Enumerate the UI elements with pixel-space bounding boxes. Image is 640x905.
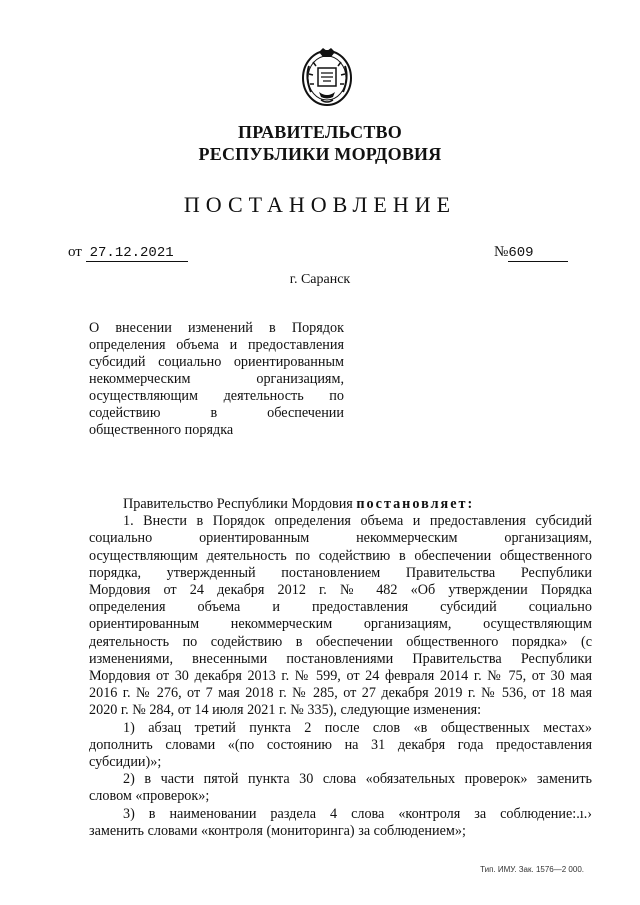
subject-block bbox=[89, 320, 344, 439]
body-line: словом «проверок»; bbox=[89, 788, 210, 805]
body-line: 1) абзац третий пункта 2 после слов «в общественных местах» bbox=[123, 719, 592, 736]
body-line: определения объема и предоставления субсидий социально bbox=[89, 599, 592, 616]
subject-line: осуществляющим деятельность по bbox=[89, 388, 344, 404]
intro-line bbox=[89, 496, 592, 513]
body-line: ориентированным некоммерческим организациям, осуществляющим bbox=[89, 616, 592, 633]
subject-line: некоммерческим организациям, bbox=[89, 371, 344, 387]
body-line: заменить словами «контроля (мониторинга) за соблюдением»; bbox=[89, 822, 466, 839]
body-line: осуществляющим деятельность по содействию в обеспечении общественного bbox=[89, 547, 592, 564]
body-line: дополнить словами «(по состоянию на 31 декабря года предоставления bbox=[89, 736, 592, 753]
number-field bbox=[494, 244, 568, 262]
government-title-line1: ПРАВИТЕЛЬСТВО bbox=[238, 122, 402, 142]
government-title-line2: РЕСПУБЛИКИ МОРДОВИЯ bbox=[198, 144, 442, 164]
date-field bbox=[68, 244, 188, 262]
body-line: 2016 г. № 276, от 7 мая 2018 г. № 285, от 27 декабря 2019 г. № 536, от 18 мая bbox=[89, 685, 592, 702]
number-value: 609 bbox=[508, 245, 568, 262]
subject-line: О внесении изменений в Порядок bbox=[89, 320, 344, 336]
resolves-word: постановляет: bbox=[356, 496, 475, 512]
intro-prefix: Правительство Республики Мордовия bbox=[123, 496, 357, 512]
body-line: порядка, утвержденный постановлением Правительства Республики bbox=[89, 564, 592, 581]
body-line: 1. Внести в Порядок определения объема и предоставления субсидий bbox=[123, 513, 592, 530]
body-line: Мордовия от 30 декабря 2013 г. № 599, от 24 февраля 2014 г. № 75, от 30 мая bbox=[89, 668, 592, 685]
body-line: деятельность по содействию в обеспечении общественного порядка» (с bbox=[89, 633, 592, 650]
print-imprint: Тип. ИМУ. Зак. 1576—2 000. bbox=[480, 865, 584, 874]
body-line: 3) в наименовании раздела 4 слова «контроля за соблюдение:.ı.› bbox=[123, 805, 592, 822]
city: г. Саранск bbox=[289, 272, 351, 287]
coat-of-arms-emblem bbox=[299, 44, 355, 110]
document-body bbox=[89, 496, 592, 840]
body-line: 2020 г. № 284, от 14 июля 2021 г. № 335), следующие изменения: bbox=[89, 702, 482, 719]
subject-line: субсидий социально ориентированным bbox=[89, 354, 344, 370]
number-prefix: № bbox=[494, 244, 509, 260]
date-value: 27.12.2021 bbox=[86, 245, 188, 262]
document-type-title: ПОСТАНОВЛЕНИЕ bbox=[183, 192, 457, 217]
subject-line: определения объема и предоставления bbox=[89, 337, 344, 353]
subject-line: общественного порядка bbox=[89, 422, 234, 438]
date-prefix: от bbox=[68, 244, 82, 260]
body-line: 2) в части пятой пункта 30 слова «обязательных проверок» заменить bbox=[123, 771, 592, 788]
body-line: субсидии)»; bbox=[89, 754, 162, 771]
body-line: Мордовия от 24 декабря 2012 г. № 482 «Об утверждении Порядка bbox=[89, 582, 592, 599]
body-line: социально ориентированным некоммерческим организациям, bbox=[89, 530, 592, 547]
body-line: изменениями, внесенными постановлениями Правительства Республики bbox=[89, 650, 592, 667]
subject-line: содействию в обеспечении bbox=[89, 405, 344, 421]
